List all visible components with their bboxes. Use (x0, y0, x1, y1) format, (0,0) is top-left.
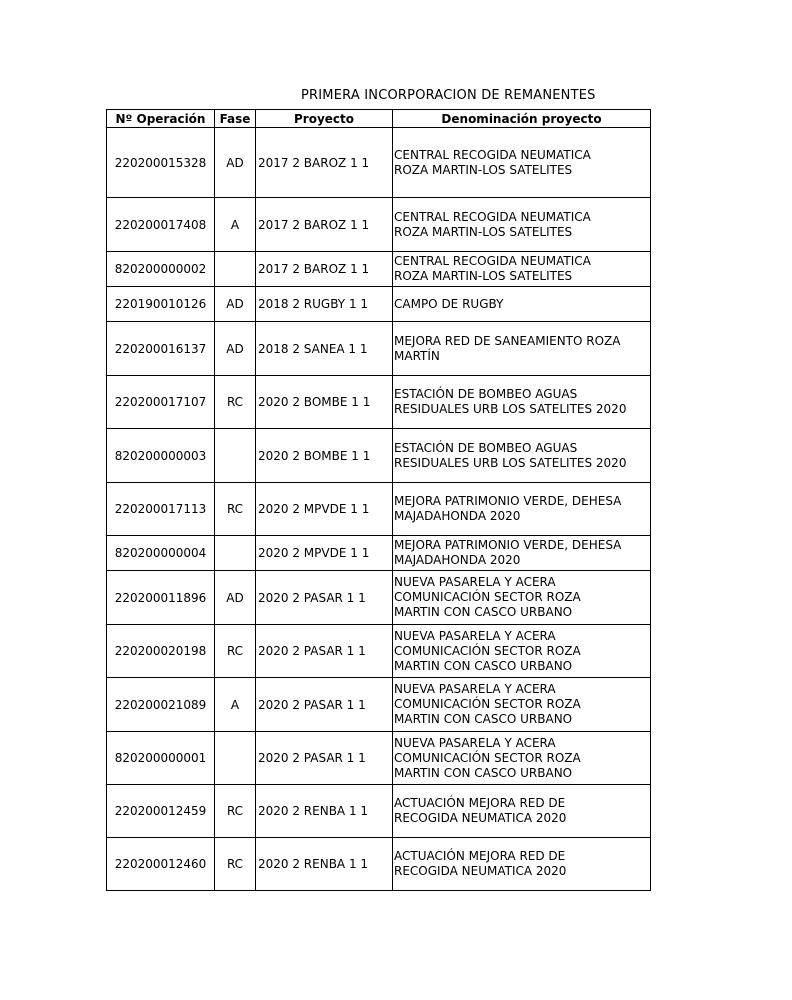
proyecto-cell: 2017 2 BAROZ 1 1 (256, 252, 393, 287)
fase-cell (215, 536, 256, 571)
proyecto-cell: 2020 2 BOMBE 1 1 (256, 429, 393, 483)
column-header-fase: Fase (215, 110, 256, 128)
operacion-cell: 820200000004 (107, 536, 215, 571)
denominacion-cell: ESTACIÓN DE BOMBEO AGUAS RESIDUALES URB LOS SATELITES 2020 (393, 429, 651, 483)
table-row (107, 483, 651, 536)
denominacion-cell: MEJORA PATRIMONIO VERDE, DEHESA MAJADAHONDA 2020 (393, 483, 651, 536)
fase-cell: A (215, 678, 256, 732)
operacion-cell: 220200011896 (107, 571, 215, 625)
table-row (107, 678, 651, 732)
fase-cell: RC (215, 625, 256, 678)
column-header-proyecto: Proyecto (256, 110, 393, 128)
proyecto-cell: 2017 2 BAROZ 1 1 (256, 198, 393, 252)
denominacion-cell: CENTRAL RECOGIDA NEUMATICA ROZA MARTIN-LOS SATELITES (393, 128, 651, 198)
table-row (107, 287, 651, 322)
fase-cell: AD (215, 571, 256, 625)
operacion-cell: 220200015328 (107, 128, 215, 198)
proyecto-cell: 2020 2 RENBA 1 1 (256, 838, 393, 891)
fase-cell (215, 252, 256, 287)
operacion-cell: 820200000001 (107, 732, 215, 785)
denominacion-cell: NUEVA PASARELA Y ACERA COMUNICACIÓN SECTOR ROZA MARTIN CON CASCO URBANO (393, 625, 651, 678)
proyecto-cell: 2018 2 RUGBY 1 1 (256, 287, 393, 322)
denominacion-cell: MEJORA PATRIMONIO VERDE, DEHESA MAJADAHONDA 2020 (393, 536, 651, 571)
proyecto-cell: 2020 2 PASAR 1 1 (256, 571, 393, 625)
proyecto-cell: 2020 2 BOMBE 1 1 (256, 376, 393, 429)
operacion-cell: 220200017113 (107, 483, 215, 536)
fase-cell: RC (215, 376, 256, 429)
operacion-cell: 220200020198 (107, 625, 215, 678)
table-row (107, 838, 651, 891)
proyecto-cell: 2020 2 MPVDE 1 1 (256, 483, 393, 536)
proyecto-cell: 2020 2 PASAR 1 1 (256, 678, 393, 732)
table-row (107, 376, 651, 429)
column-header-denominacion: Denominación proyecto (393, 110, 651, 128)
denominacion-cell: CENTRAL RECOGIDA NEUMATICA ROZA MARTIN-LOS SATELITES (393, 198, 651, 252)
operacion-cell: 220200017408 (107, 198, 215, 252)
operacion-cell: 220200012459 (107, 785, 215, 838)
fase-cell: AD (215, 287, 256, 322)
proyecto-cell: 2020 2 PASAR 1 1 (256, 625, 393, 678)
proyecto-cell: 2020 2 MPVDE 1 1 (256, 536, 393, 571)
operacion-cell: 220200012460 (107, 838, 215, 891)
operacion-cell: 220200017107 (107, 376, 215, 429)
denominacion-cell: CENTRAL RECOGIDA NEUMATICA ROZA MARTIN-LOS SATELITES (393, 252, 651, 287)
fase-cell: RC (215, 838, 256, 891)
proyecto-cell: 2018 2 SANEA 1 1 (256, 322, 393, 376)
table-row (107, 429, 651, 483)
denominacion-cell: MEJORA RED DE SANEAMIENTO ROZA MARTÍN (393, 322, 651, 376)
table-row (107, 732, 651, 785)
denominacion-cell: NUEVA PASARELA Y ACERA COMUNICACIÓN SECTOR ROZA MARTIN CON CASCO URBANO (393, 732, 651, 785)
denominacion-cell: ACTUACIÓN MEJORA RED DE RECOGIDA NEUMATICA 2020 (393, 785, 651, 838)
column-header-operacion: Nº Operación (107, 110, 215, 128)
page-title: PRIMERA INCORPORACION DE REMANENTES (301, 88, 596, 103)
fase-cell (215, 429, 256, 483)
operacion-cell: 220200016137 (107, 322, 215, 376)
fase-cell (215, 732, 256, 785)
fase-cell: RC (215, 785, 256, 838)
table-row (107, 322, 651, 376)
fase-cell: AD (215, 128, 256, 198)
denominacion-cell: CAMPO DE RUGBY (393, 287, 651, 322)
table-row (107, 571, 651, 625)
proyecto-cell: 2020 2 RENBA 1 1 (256, 785, 393, 838)
operacion-cell: 820200000002 (107, 252, 215, 287)
proyecto-cell: 2020 2 PASAR 1 1 (256, 732, 393, 785)
table-header-row (107, 110, 651, 128)
table-row (107, 252, 651, 287)
denominacion-cell: ESTACIÓN DE BOMBEO AGUAS RESIDUALES URB LOS SATELITES 2020 (393, 376, 651, 429)
denominacion-cell: NUEVA PASARELA Y ACERA COMUNICACIÓN SECTOR ROZA MARTIN CON CASCO URBANO (393, 678, 651, 732)
table-row (107, 536, 651, 571)
operacion-cell: 220190010126 (107, 287, 215, 322)
table-row (107, 785, 651, 838)
table-row (107, 198, 651, 252)
denominacion-cell: NUEVA PASARELA Y ACERA COMUNICACIÓN SECTOR ROZA MARTIN CON CASCO URBANO (393, 571, 651, 625)
table-row (107, 128, 651, 198)
proyecto-cell: 2017 2 BAROZ 1 1 (256, 128, 393, 198)
table-row (107, 625, 651, 678)
operacion-cell: 220200021089 (107, 678, 215, 732)
remanentes-table (106, 109, 651, 891)
fase-cell: A (215, 198, 256, 252)
denominacion-cell: ACTUACIÓN MEJORA RED DE RECOGIDA NEUMATICA 2020 (393, 838, 651, 891)
fase-cell: AD (215, 322, 256, 376)
fase-cell: RC (215, 483, 256, 536)
operacion-cell: 820200000003 (107, 429, 215, 483)
